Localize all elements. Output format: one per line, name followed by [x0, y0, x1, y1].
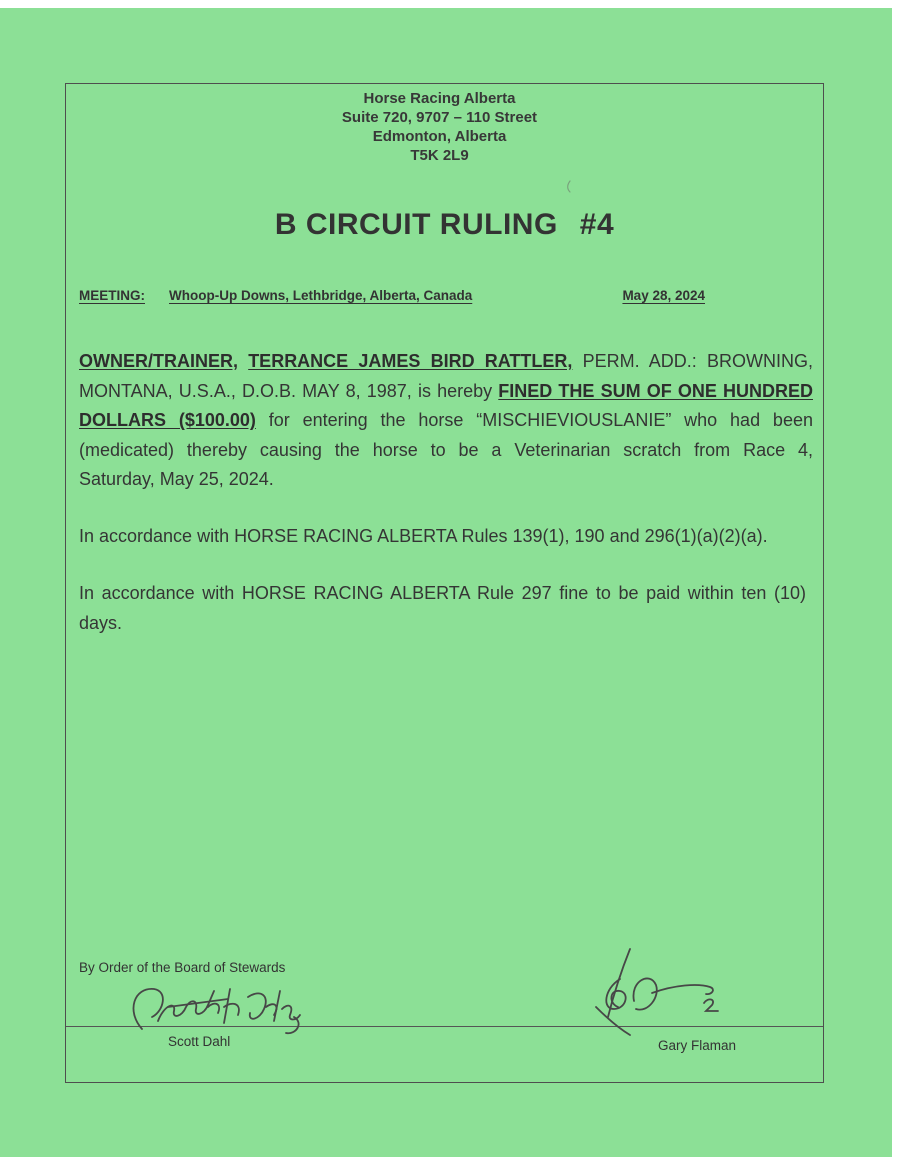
ruling-line-5: Saturday, May 25, 2024. [79, 469, 274, 489]
by-order-text: By Order of the Board of Stewards [79, 960, 286, 975]
meeting-date: May 28, 2024 [622, 288, 705, 303]
meeting-line [79, 288, 823, 303]
green-paper-sheet [0, 8, 892, 1157]
signer-name-gary-flaman: Gary Flaman [658, 1038, 737, 1053]
ruling-line-3: DOLLARS ($100.00) for entering the horse “MISCHIEVIOUSLANIE” who had been [79, 410, 813, 430]
org-address-line1: Suite 720, 9707 – 110 Street [341, 109, 538, 126]
signer-name-scott-dahl: Scott Dahl [168, 1034, 231, 1049]
gary-flaman-signature [586, 945, 741, 1045]
fine-statement-part1: FINED THE SUM OF ONE HUNDRED [498, 380, 813, 401]
ruling-number: #4 [579, 208, 615, 241]
ruling-paragraph [79, 347, 813, 495]
ruling-line-2: MONTANA, U.S.A., D.O.B. MAY 8, 1987, is hereby FINED THE SUM OF ONE HUNDRED [79, 380, 813, 401]
meeting-label: MEETING: [79, 288, 145, 303]
licensee-name: TERRANCE JAMES BIRD RATTLER, [248, 351, 573, 371]
org-name: Horse Racing Alberta [363, 90, 516, 107]
payment-terms-paragraph: In accordance with HORSE RACING ALBERTA Rule 297 fine to be paid within ten (10) days. [79, 583, 806, 633]
stray-pen-mark [564, 179, 574, 200]
ruling-line-1: OWNER/TRAINER, TERRANCE JAMES BIRD RATTLER, PERM. ADD.: BROWNING, [79, 351, 813, 371]
rules-citation-paragraph: In accordance with HORSE RACING ALBERTA Rules 139(1), 190 and 296(1)(a)(2)(a). [79, 526, 768, 546]
meeting-location: Whoop-Up Downs, Lethbridge, Alberta, Canada [169, 288, 473, 303]
org-address-line2: Edmonton, Alberta [372, 128, 507, 145]
fine-statement-part2: DOLLARS ($100.00) [79, 410, 256, 430]
document-border-box [65, 83, 824, 1083]
ruling-line-4: (medicated) thereby causing the horse to be a Veterinarian scratch from Race 4, [79, 439, 813, 460]
page-title [66, 208, 823, 242]
org-postal-code: T5K 2L9 [410, 147, 469, 164]
page-title-text: B CIRCUIT RULING [274, 208, 558, 241]
owner-trainer-label: OWNER/TRAINER, [79, 351, 238, 371]
letterhead [66, 89, 813, 165]
